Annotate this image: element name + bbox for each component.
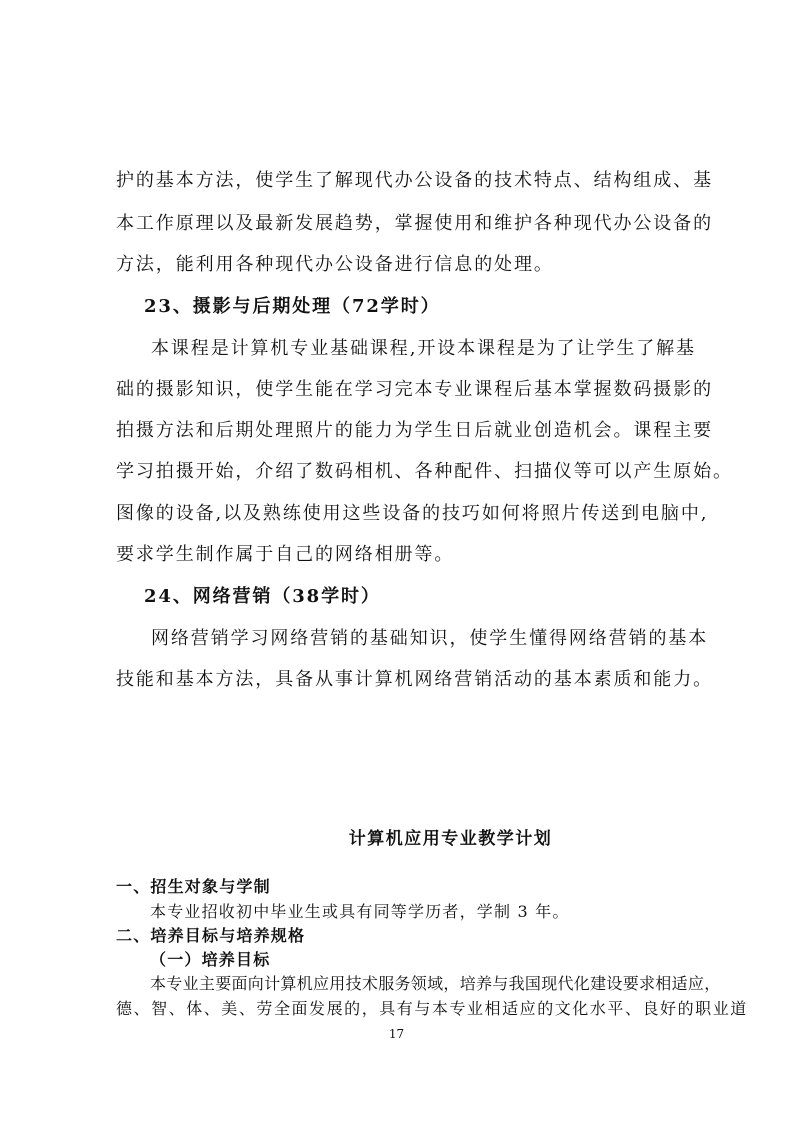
page-number: 17 bbox=[388, 1027, 405, 1041]
paragraph-line: 图像的设备,以及熟练使用这些设备的技巧如何将照片传送到电脑中, bbox=[116, 503, 709, 524]
section-heading: 一、招生对象与学制 bbox=[116, 877, 271, 896]
paragraph-line: 护的基本方法，使学生了解现代办公设备的技术特点、结构组成、基 bbox=[116, 170, 713, 191]
paragraph-line: 方法，能利用各种现代办公设备进行信息的处理。 bbox=[116, 254, 554, 275]
paragraph-line: 学习拍摄开始，介绍了数码相机、各种配件、扫描仪等可以产生原始。 bbox=[116, 461, 733, 482]
paragraph-line: 要求学生制作属于自己的网络相册等。 bbox=[116, 544, 455, 565]
paragraph-line: 网络营销学习网络营销的基础知识，使学生懂得网络营销的基本 bbox=[151, 628, 709, 649]
paragraph-line: 拍摄方法和后期处理照片的能力为学生日后就业创造机会。课程主要 bbox=[116, 420, 713, 441]
paragraph-line: 本专业招收初中毕业生或具有同等学历者，学制 3 年。 bbox=[150, 902, 570, 921]
paragraph-line: 本课程是计算机专业基础课程,开设本课程是为了让学生了解基 bbox=[151, 338, 696, 359]
paragraph-line: 德、智、体、美、劳全面发展的，具有与本专业相适应的文化水平、良好的职业道 bbox=[116, 999, 748, 1018]
course-heading: 24、网络营销（38学时） bbox=[144, 586, 381, 607]
course-heading: 23、摄影与后期处理（72学时） bbox=[144, 296, 441, 317]
paragraph-line: 本工作原理以及最新发展趋势，掌握使用和维护各种现代办公设备的 bbox=[116, 213, 713, 234]
paragraph-line: 本专业主要面向计算机应用技术服务领域，培养与我国现代化建设要求相适应， bbox=[150, 974, 721, 993]
document-title: 计算机应用专业教学计划 bbox=[348, 829, 553, 849]
paragraph-line: 础的摄影知识，使学生能在学习完本专业课程后基本掌握数码摄影的 bbox=[116, 379, 713, 400]
subsection-heading: （一）培养目标 bbox=[150, 950, 271, 969]
paragraph-line: 技能和基本方法，具备从事计算机网络营销活动的基本素质和能力。 bbox=[116, 669, 713, 690]
section-heading: 二、培养目标与培养规格 bbox=[116, 926, 306, 945]
